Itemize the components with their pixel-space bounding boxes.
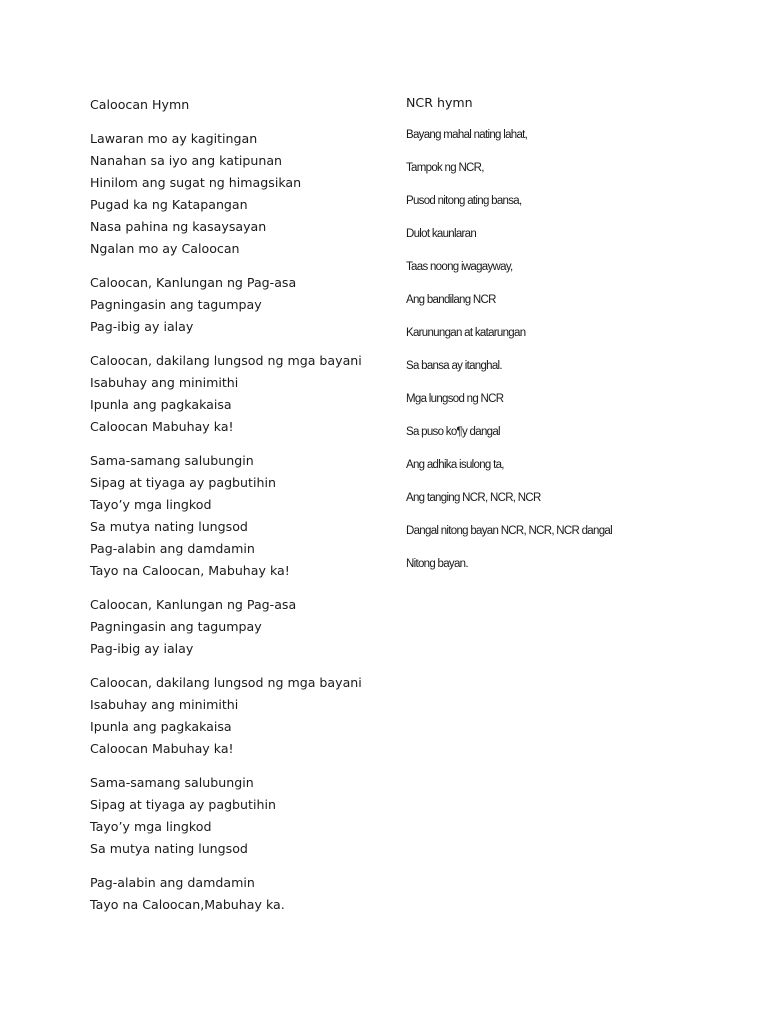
lyric-line: Nasa pahina ng kasaysayan	[90, 219, 267, 234]
lyric-line: Ang bandilang NCR	[406, 294, 496, 306]
lyric-line: Sama-samang salubungin	[90, 453, 254, 468]
lyric-line: Sama-samang salubungin	[90, 775, 254, 790]
lyric-line: Bayang mahal nating lahat,	[406, 129, 528, 141]
lyric-line: Ang adhika isulong ta,	[406, 459, 504, 471]
lyric-line: Sipag at tiyaga ay pagbutihin	[90, 797, 276, 812]
stanza	[90, 672, 390, 760]
lyric-line: Tayo na Caloocan, Mabuhay ka!	[90, 563, 290, 578]
ncr-hymn-title: NCR hymn	[406, 95, 473, 110]
lyric-line: Pagningasin ang tagumpay	[90, 297, 262, 312]
lyric-line: Caloocan Mabuhay ka!	[90, 741, 234, 756]
lyric-line: Tampok ng NCR,	[406, 162, 484, 174]
lyric-line: Pugad ka ng Katapangan	[90, 197, 248, 212]
lyric-line: Ngalan mo ay Caloocan	[90, 241, 240, 256]
lyric-line: Ipunla ang pagkakaisa	[90, 719, 232, 734]
lyric-line: Ipunla ang pagkakaisa	[90, 397, 232, 412]
lyric-line: Caloocan, Kanlungan ng Pag-asa	[90, 597, 297, 612]
lyric-line: Caloocan Mabuhay ka!	[90, 419, 234, 434]
lyric-line: Nitong bayan.	[406, 558, 468, 570]
lyric-line: Isabuhay ang minimithi	[90, 697, 239, 712]
stanza	[90, 772, 390, 860]
ncr-hymn-column	[406, 94, 736, 590]
lyric-line: Sa bansa ay itanghal.	[406, 360, 502, 372]
lyric-line: Sa mutya nating lungsod	[90, 519, 248, 534]
caloocan-hymn-title: Caloocan Hymn	[90, 97, 190, 112]
lyric-line: Sa puso ko¶y dangal	[406, 426, 500, 438]
lyric-line: Isabuhay ang minimithi	[90, 375, 239, 390]
lyric-line: Pag-ibig ay ialay	[90, 319, 194, 334]
lyric-line: Caloocan, Kanlungan ng Pag-asa	[90, 275, 297, 290]
lyric-line: Nanahan sa iyo ang katipunan	[90, 153, 283, 168]
stanza	[90, 872, 390, 916]
lyric-line: Pag-alabin ang damdamin	[90, 875, 255, 890]
lyric-line: Pag-alabin ang damdamin	[90, 541, 255, 556]
lyric-line: Lawaran mo ay kagitingan	[90, 131, 258, 146]
caloocan-hymn-stanzas	[90, 128, 390, 916]
caloocan-hymn-column	[90, 94, 390, 928]
lyric-line: Ang tanging NCR, NCR, NCR	[406, 492, 541, 504]
lyric-line: Caloocan, dakilang lungsod ng mga bayani	[90, 675, 362, 690]
stanza	[90, 350, 390, 438]
lyric-line: Dulot kaunlaran	[406, 228, 477, 240]
lyric-line: Tayo’y mga lingkod	[90, 819, 212, 834]
lyric-line: Pagningasin ang tagumpay	[90, 619, 262, 634]
lyric-line: Caloocan, dakilang lungsod ng mga bayani	[90, 353, 362, 368]
lyric-line: Sa mutya nating lungsod	[90, 841, 248, 856]
lyric-line: Tayo na Caloocan,Mabuhay ka.	[90, 897, 285, 912]
lyric-line: Sipag at tiyaga ay pagbutihin	[90, 475, 276, 490]
lyric-line: Taas noong iwagayway,	[406, 261, 513, 273]
lyric-line: Karunungan at katarungan	[406, 327, 526, 339]
stanza	[90, 272, 390, 338]
lyric-line: Hinilom ang sugat ng himagsikan	[90, 175, 302, 190]
lyric-line: Mga lungsod ng NCR	[406, 393, 504, 405]
stanza	[90, 128, 390, 260]
ncr-hymn-lines	[406, 128, 736, 572]
lyric-line: Pusod nitong ating bansa,	[406, 195, 522, 207]
stanza	[90, 450, 390, 582]
stanza	[90, 594, 390, 660]
lyric-line: Pag-ibig ay ialay	[90, 641, 194, 656]
lyric-line: Tayo’y mga lingkod	[90, 497, 212, 512]
lyric-line: Dangal nitong bayan NCR, NCR, NCR dangal	[406, 525, 612, 537]
